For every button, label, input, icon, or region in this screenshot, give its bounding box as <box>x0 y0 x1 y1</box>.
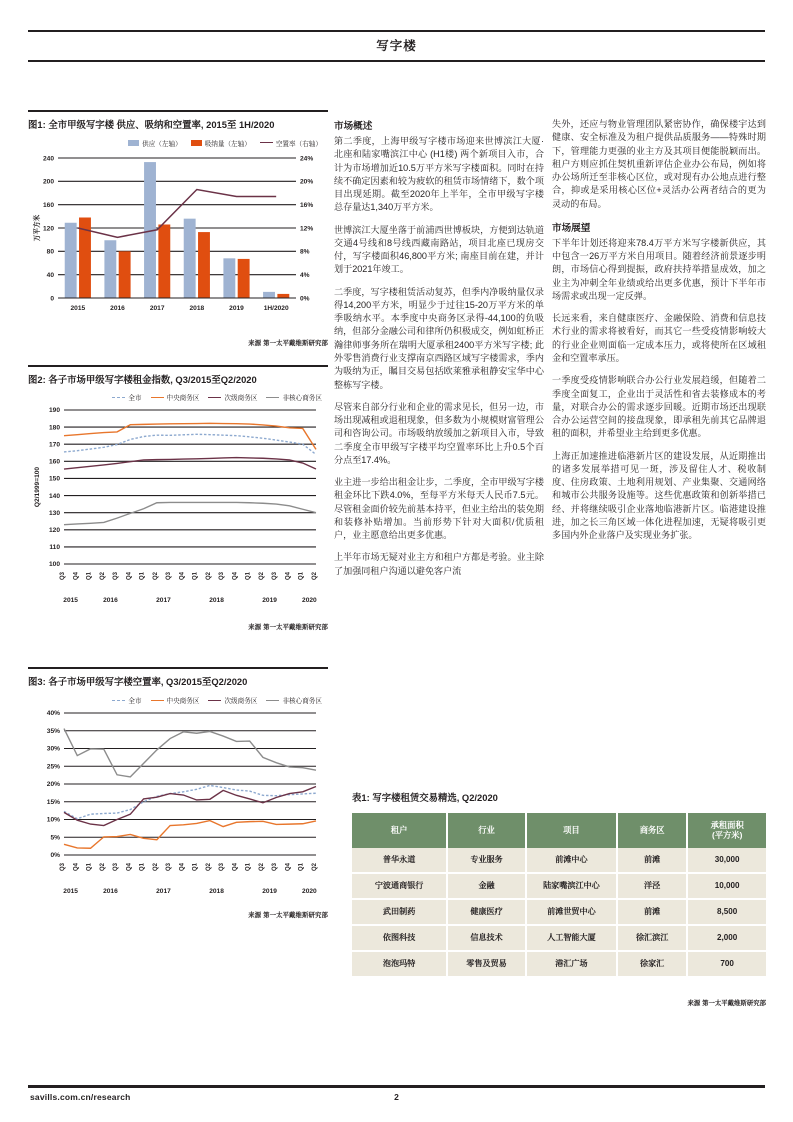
table-row <box>352 848 766 873</box>
svg-text:Q2: Q2 <box>205 572 212 581</box>
svg-text:100: 100 <box>48 561 60 569</box>
legend-swatch-supply <box>128 140 139 146</box>
svg-text:Q4: Q4 <box>73 863 80 872</box>
legend-label-decentralised-vac: 非核心商务区 <box>282 698 322 706</box>
svg-text:Q4: Q4 <box>73 572 80 581</box>
svg-text:8%: 8% <box>300 248 310 256</box>
legend-label-cbd-vac: 中央商务区 <box>166 698 200 706</box>
th-area <box>687 813 766 848</box>
legend-line-citywide-vac <box>112 700 125 701</box>
svg-text:Q3: Q3 <box>60 572 66 581</box>
svg-text:130: 130 <box>48 510 60 518</box>
svg-text:万平方米: 万平方米 <box>34 214 41 241</box>
market-overview-paragraph-3: 二季度，写字楼租赁活动复苏，但季内净吸纳量仅录得14,200平方米，明显少于过往15-20万平方米的单季吸纳水平。本季度中央商务区录得-44,100的负吸纳，但部分金融公司和律所仍积极成交，例如虹桥正瀚律师事务所在瑞明大厦承租2400平方米写字楼; 此外零售消费行业支撑南京西路区域写字楼需求，季内为吸纳为正，瞩目交易包括欧莱雅承租静安宝华中心整栋写字楼。 <box>334 286 544 390</box>
figure-3 <box>28 667 328 919</box>
svg-text:2019: 2019 <box>229 304 244 312</box>
cell-area: 8,500 <box>687 899 766 925</box>
svg-text:Q2: Q2 <box>312 863 318 872</box>
header-bottom-rule <box>28 60 765 62</box>
lease-transactions-table-block <box>352 790 766 1007</box>
footer-page-number: 2 <box>394 1092 399 1102</box>
svg-text:Q1: Q1 <box>245 863 252 872</box>
svg-text:Q1: Q1 <box>86 572 93 581</box>
legend-item-absorption <box>191 138 251 148</box>
svg-text:Q3: Q3 <box>166 863 173 872</box>
svg-text:0%: 0% <box>300 295 310 303</box>
legend-line-cbd-vac <box>151 700 164 701</box>
cell-tenant: 依图科技 <box>352 925 447 951</box>
figure-2 <box>28 365 328 632</box>
svg-text:120: 120 <box>48 527 60 535</box>
svg-text:2015: 2015 <box>70 304 86 312</box>
svg-text:25%: 25% <box>46 763 60 771</box>
svg-text:110: 110 <box>49 544 60 552</box>
market-overview-paragraph-6: 上半年市场无疑对业主方和租户方都是考验。业主除了加强同租户沟通以避免客户流 <box>334 552 544 576</box>
legend-label-supply: 供应（左轴） <box>142 140 182 148</box>
cell-district: 前滩 <box>617 899 687 925</box>
svg-text:Q1: Q1 <box>139 863 146 872</box>
svg-text:Q4: Q4 <box>179 572 186 581</box>
svg-text:Q4: Q4 <box>285 863 292 872</box>
table-body <box>352 848 766 977</box>
market-overview-heading: 市场概述 <box>334 121 373 132</box>
cell-area: 700 <box>687 951 766 977</box>
svg-text:Q1: Q1 <box>298 572 305 581</box>
cell-district: 洋泾 <box>617 873 687 899</box>
svg-text:Q2/1999=100: Q2/1999=100 <box>34 467 41 508</box>
cell-tenant: 普华永道 <box>352 848 447 873</box>
figure-1-source: 来源 第一太平戴维斯研究部 <box>248 339 328 347</box>
svg-text:180: 180 <box>48 424 60 432</box>
figure-1-rule <box>28 110 328 112</box>
svg-text:1H/2020: 1H/2020 <box>263 304 289 312</box>
cell-area: 2,000 <box>687 925 766 951</box>
market-outlook-column <box>552 118 766 551</box>
legend-swatch-absorption <box>191 140 202 146</box>
table-header <box>352 813 766 848</box>
svg-text:Q1: Q1 <box>298 863 305 872</box>
svg-text:2017: 2017 <box>156 597 171 605</box>
legend-item-supply <box>128 138 182 148</box>
cell-district: 徐家汇 <box>617 951 687 977</box>
svg-text:2017: 2017 <box>156 888 171 896</box>
svg-text:Q1: Q1 <box>139 572 146 581</box>
svg-text:Q1: Q1 <box>192 863 199 872</box>
lease-transactions-table <box>352 813 766 978</box>
cell-tenant: 泡泡玛特 <box>352 951 447 977</box>
svg-text:2017: 2017 <box>149 304 165 312</box>
svg-text:140: 140 <box>48 493 60 501</box>
market-overview-paragraph-5: 业主进一步给出租金让步，二季度，全市甲级写字楼租金环比下跌4.0%，至每平方米每天人民币7.5元。尽管租金面价较先前基本持平，但业主给出的装免期和装修补贴增加。当前形势下针对大面积/优质租户，业主愿意给出更多优惠。 <box>334 477 544 541</box>
svg-text:Q4: Q4 <box>179 863 186 872</box>
table-1-source: 来源 第一太平戴维斯研究部 <box>687 999 766 1007</box>
svg-text:160: 160 <box>42 201 54 209</box>
figure-1-title: 图1: 全市甲级写字楼 供应、吸纳和空置率, 2015至 1H/2020 <box>28 119 275 130</box>
market-outlook-paragraph-1: 下半年计划还将迎来78.4万平方米写字楼新供应，其中包含一26万平方米自用项目。随着经济前景逐步明朗，市场信心得到提振，政府扶持举措显成效，加之业主为冲刺全年业绩或给出更多优惠，预计下半年市场需求或出现一定反弹。 <box>552 237 766 301</box>
legend-label-secondary-vac: 次级商务区 <box>224 698 258 706</box>
market-outlook-paragraph-4: 上海正加速推进临港新片区的建设发展，从近期推出的诸多发展举措可见一斑，涉及留住人才、税收制度、住房政策、土地利用规划、产业集聚、交通网络和城市公共服务设施等。这些优惠政策和创新举措已经、并将继续吸引企业落地临港新片区。临港建设推进，加之长三角区域一体化进程加速，无疑将吸引更多国内外企业落户及实现业务扩张。 <box>552 450 766 541</box>
svg-text:Q4: Q4 <box>126 863 133 872</box>
svg-text:Q3: Q3 <box>272 572 279 581</box>
figure-1-plot <box>28 150 328 335</box>
th-district: 商务区 <box>617 813 687 848</box>
th-tenant: 租户 <box>352 813 447 848</box>
svg-text:30%: 30% <box>46 745 60 753</box>
market-outlook-heading: 市场展望 <box>552 222 591 234</box>
svg-text:Q2: Q2 <box>152 572 159 581</box>
svg-text:150: 150 <box>48 476 60 484</box>
svg-text:15%: 15% <box>46 799 60 807</box>
th-area-line2: (平方米) <box>711 830 743 841</box>
legend-label-absorption: 吸纳量（左轴） <box>204 140 251 148</box>
svg-text:2016: 2016 <box>103 597 118 605</box>
th-area-line1: 承租面积 <box>710 820 744 830</box>
legend-item-decentralised <box>266 392 322 402</box>
legend-item-cbd-vac <box>151 695 200 705</box>
svg-text:Q1: Q1 <box>86 863 93 872</box>
table-row <box>352 951 766 977</box>
market-overview-paragraph-2: 世博滨江大厦坐落于前浦西世博板块，方便到达轨道交通4号线和8号线西藏南路站，项目北座已现房交付，写字楼面积46,800平方米; 南座目前在建，并计划于2021年竣工。 <box>334 224 544 275</box>
legend-item-decentralised-vac <box>266 695 322 705</box>
svg-text:200: 200 <box>42 178 54 186</box>
figure-2-source: 来源 第一太平戴维斯研究部 <box>248 624 328 632</box>
svg-text:190: 190 <box>48 407 60 415</box>
market-overview-column <box>334 118 544 587</box>
footer-rule <box>28 1085 765 1088</box>
figure-1-legend <box>28 138 328 148</box>
svg-text:2019: 2019 <box>262 888 277 896</box>
figure-2-plot <box>28 404 328 619</box>
table-header-row <box>352 813 766 848</box>
figure-3-plot <box>28 707 328 907</box>
legend-item-cbd <box>151 392 200 402</box>
legend-label-vacancy: 空置率（右轴） <box>275 140 322 148</box>
svg-text:2016: 2016 <box>110 304 125 312</box>
figure-2-title: 图2: 各子市场甲级写字楼租金指数, Q3/2015至Q2/2020 <box>28 373 257 385</box>
cell-industry: 信息技术 <box>447 925 526 951</box>
legend-line-secondary-vac <box>208 700 221 701</box>
cell-tenant: 宁波通商银行 <box>352 873 447 899</box>
figure-3-title: 图3: 各子市场甲级写字楼空置率, Q3/2015至Q2/2020 <box>28 676 248 688</box>
svg-text:2020: 2020 <box>302 597 317 605</box>
svg-text:160: 160 <box>48 458 60 466</box>
svg-text:Q1: Q1 <box>245 572 252 581</box>
figure-2-rule <box>28 365 328 367</box>
svg-text:35%: 35% <box>46 728 60 736</box>
svg-text:40%: 40% <box>46 710 60 718</box>
svg-text:16%: 16% <box>300 201 314 209</box>
svg-text:2015: 2015 <box>63 597 78 605</box>
table-row <box>352 873 766 899</box>
table-row <box>352 925 766 951</box>
legend-item-vacancy <box>260 138 322 148</box>
svg-text:240: 240 <box>42 155 54 163</box>
legend-line-cbd <box>151 397 164 398</box>
svg-text:2015: 2015 <box>63 888 78 896</box>
figure-2-legend <box>28 392 328 402</box>
svg-text:Q1: Q1 <box>192 572 199 581</box>
svg-text:Q2: Q2 <box>258 572 265 581</box>
legend-item-secondary <box>208 392 257 402</box>
legend-label-secondary: 次级商务区 <box>224 395 258 403</box>
svg-text:Q2: Q2 <box>152 863 159 872</box>
svg-text:Q2: Q2 <box>205 863 212 872</box>
legend-label-decentralised: 非核心商务区 <box>282 395 322 403</box>
legend-line-vacancy <box>260 142 273 143</box>
svg-text:Q2: Q2 <box>312 572 318 581</box>
cell-project: 陆家嘴滨江中心 <box>526 873 617 899</box>
svg-text:Q2: Q2 <box>258 863 265 872</box>
svg-text:Q3: Q3 <box>166 572 173 581</box>
cell-area: 10,000 <box>687 873 766 899</box>
cell-project: 前滩世贸中心 <box>526 899 617 925</box>
figure-3-legend <box>28 695 328 705</box>
cell-industry: 专业服务 <box>447 848 526 873</box>
svg-text:0: 0 <box>50 295 54 303</box>
figure-3-rule <box>28 667 328 669</box>
svg-text:Q2: Q2 <box>99 572 106 581</box>
svg-text:20%: 20% <box>46 781 60 789</box>
market-outlook-paragraph-2: 长远来看，来自健康医疗、金融保险、消费和信息技术行业的需求将被看好，而其它一些受疫情影响较大的行业企业则面临一定成本压力，或将使所在区域租金和空置率承压。 <box>552 313 766 363</box>
svg-text:5%: 5% <box>50 834 60 842</box>
svg-text:Q3: Q3 <box>113 572 120 581</box>
svg-text:Q4: Q4 <box>232 572 239 581</box>
legend-item-citywide <box>112 392 141 402</box>
market-outlook-paragraph-3: 一季度受疫情影响联合办公行业发展趋缓，但随着二季度全面复工，企业出于灵活性和省去装修成本的考量，对联合办公的需求逐步回暖。近期市场还出现联合办公运营空间的接盘现象，即承租先前其它品牌退租的面积，并希望业主给到更多优惠。 <box>552 375 766 439</box>
svg-text:2016: 2016 <box>103 888 118 896</box>
svg-text:Q3: Q3 <box>219 572 226 581</box>
market-overview-paragraph-1: 第二季度，上海甲级写字楼市场迎来世博滨江大厦·北座和陆家嘴滨江中心 (H1楼) 两个新项目入市，合计为市场增加近10.5万平方米写字楼面积。同时在持续不确定因素和较为疲软的租赁市场情绪下，数个项目出现延期。截至2020年上半年，全市甲级写字楼总存量达1,340万平方米。 <box>334 136 544 213</box>
legend-line-citywide <box>112 397 125 398</box>
legend-label-citywide-vac: 全市 <box>128 698 142 706</box>
cell-area: 30,000 <box>687 848 766 873</box>
figure-1 <box>28 110 328 347</box>
charts-column <box>28 110 328 919</box>
svg-text:80: 80 <box>46 248 54 256</box>
svg-text:0%: 0% <box>50 852 60 860</box>
legend-label-cbd: 中央商务区 <box>166 395 200 403</box>
svg-text:2018: 2018 <box>189 304 205 312</box>
svg-text:4%: 4% <box>300 271 310 279</box>
svg-text:170: 170 <box>48 441 60 449</box>
svg-text:20%: 20% <box>300 178 314 186</box>
svg-text:2019: 2019 <box>262 597 277 605</box>
th-project: 项目 <box>526 813 617 848</box>
svg-text:Q3: Q3 <box>60 863 66 872</box>
header-top-rule <box>28 30 765 32</box>
svg-text:Q3: Q3 <box>219 863 226 872</box>
svg-text:10%: 10% <box>46 816 60 824</box>
cell-tenant: 武田制药 <box>352 899 447 925</box>
legend-label-citywide: 全市 <box>128 395 142 403</box>
th-industry: 行业 <box>447 813 526 848</box>
footer-url: savills.com.cn/research <box>30 1092 131 1102</box>
table-1-title: 表1: 写字楼租赁交易精选, Q2/2020 <box>352 792 498 803</box>
legend-line-decentralised <box>266 397 279 398</box>
figure-3-source: 来源 第一太平戴维斯研究部 <box>248 912 328 920</box>
svg-text:2018: 2018 <box>209 888 224 896</box>
svg-text:Q3: Q3 <box>272 863 279 872</box>
svg-text:Q4: Q4 <box>232 863 239 872</box>
cell-industry: 金融 <box>447 873 526 899</box>
cell-district: 徐汇滨江 <box>617 925 687 951</box>
svg-text:Q2: Q2 <box>99 863 106 872</box>
page-title: 写字楼 <box>376 39 417 53</box>
market-overview-paragraph-4: 尽管来自部分行业和企业的需求见长，但另一边，市场出现减租或退租现象，但多数为小规模财富管理公司和咨询公司。市场吸纳放缓加之新项目入市，导致二季度全市甲级写字楼平均空置率环比上升0.5个百分点至17.4%。 <box>334 401 544 465</box>
table-row <box>352 899 766 925</box>
svg-text:Q4: Q4 <box>285 572 292 581</box>
cell-industry: 零售及贸易 <box>447 951 526 977</box>
svg-text:2020: 2020 <box>302 888 317 896</box>
svg-text:Q3: Q3 <box>113 863 120 872</box>
legend-line-secondary <box>208 397 221 398</box>
cell-district: 前滩 <box>617 848 687 873</box>
cell-project: 人工智能大厦 <box>526 925 617 951</box>
legend-line-decentralised-vac <box>266 700 279 701</box>
svg-text:24%: 24% <box>300 155 314 163</box>
cell-project: 前滩中心 <box>526 848 617 873</box>
svg-text:2018: 2018 <box>209 597 224 605</box>
svg-text:40: 40 <box>46 271 54 279</box>
legend-item-secondary-vac <box>208 695 257 705</box>
market-outlook-continued-paragraph: 失外，还应与物业管理团队紧密协作，确保楼宇达到健康、安全标准及为租户提供品质服务——特殊时期下，管理能力更强的业主方及其项目便能脱颖而出。租户方则应抓住契机重新评估企业办公布局，例如将办公场所迁至非核心区位，或对现有办公地点进行整合，抑或是采用核心区位+灵活办公两者结合的更为灵动的布局。 <box>552 119 766 209</box>
svg-text:12%: 12% <box>300 225 314 233</box>
svg-text:Q4: Q4 <box>126 572 133 581</box>
cell-project: 港汇广场 <box>526 951 617 977</box>
svg-text:120: 120 <box>42 225 54 233</box>
legend-item-citywide-vac <box>112 695 141 705</box>
cell-industry: 健康医疗 <box>447 899 526 925</box>
